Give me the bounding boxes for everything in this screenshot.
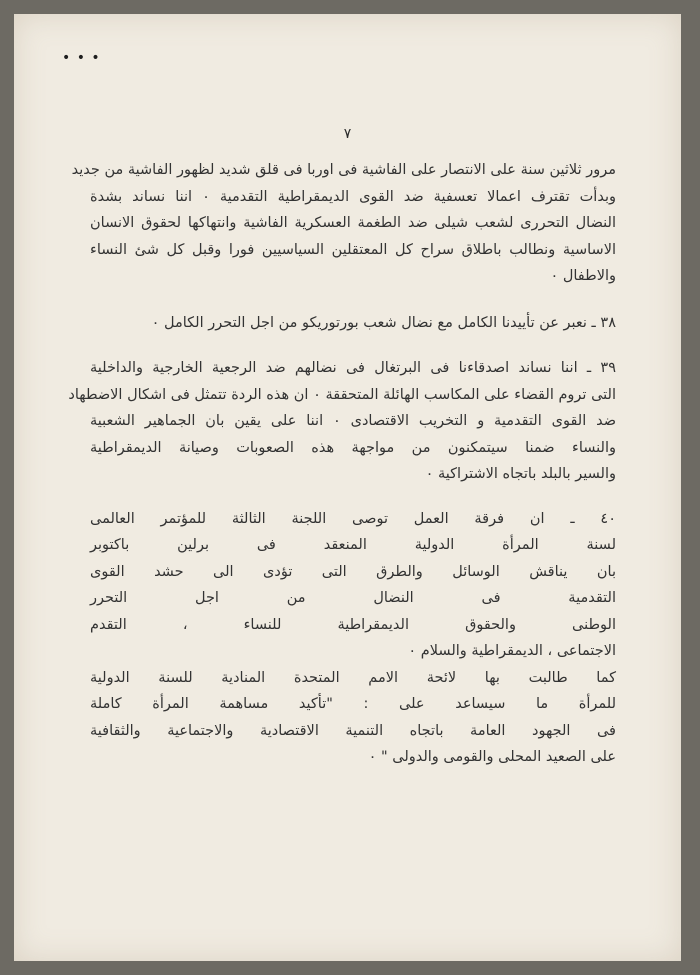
text-line: للمرأة ما سيساعد على : "تأكيد مساهمة المرأة كاملة	[90, 696, 616, 712]
text-line: الاجتماعى ، الديمقراطية والسلام ٠	[408, 643, 616, 659]
edge-marks: • • •	[62, 50, 101, 66]
text-line: على الصعيد المحلى والقومى والدولى " ٠	[368, 749, 616, 765]
paragraph-39	[68, 355, 617, 488]
paragraph-38	[90, 310, 616, 337]
text-line: لسنة المرأة الدولية المنعقد فى برلين باكتوبر	[90, 537, 616, 553]
text-line: والسير بالبلد باتجاه الاشتراكية ٠	[425, 466, 616, 482]
text-line: الاساسية ونطالب باطلاق سراح كل المعتقلين السياسيين فورا وقبل كل شئ النساء	[90, 241, 616, 258]
text-line: ٣٨ ـ نعبر عن تأييدنا الكامل مع نضال شعب بورتوريكو من اجل التحرر الكامل ٠	[151, 314, 616, 331]
document-body	[68, 157, 617, 771]
document-page	[14, 14, 681, 961]
text-line: والنساء ضمنا سيتمكنون من مواجهة هذه الصعوبات وصيانة الديمقراطية	[90, 439, 616, 456]
text-line: مرور ثلاثين سنة على الانتصار على الفاشية فى اوربا فى قلق شديد لظهور الفاشية من جديد	[71, 162, 616, 178]
text-line: بان يناقش الوسائل والطرق التى تؤدى الى حشد القوى	[90, 563, 616, 580]
text-line: والاطفال ٠	[550, 268, 616, 284]
text-line: الوطنى والحقوق الديمقراطية للنساء ، التقدم	[90, 616, 616, 633]
text-line: التى تروم القضاء على المكاسب الهائلة المتحققة ٠ ان هذه الردة تتمثل فى اشكال الاضطهاد	[68, 386, 616, 403]
text-line: كما طالبت بها لائحة الامم المتحدة المنادية للسنة الدولية	[90, 669, 616, 686]
text-line: ضد القوى التقدمية و التخريب الاقتصادى ٠ اننا على يقين بان الجماهير الشعبية	[90, 413, 617, 429]
paragraph-40	[90, 506, 616, 771]
text-line: التقدمية فى النضال من اجل التحرر	[90, 590, 616, 606]
page-number: ٧	[343, 126, 352, 142]
text-line: ٣٩ ـ اننا نساند اصدقاءنا فى البرتغال فى نضالهم ضد الرجعية الخارجية والداخلية	[90, 360, 616, 376]
text-line: فى الجهود العامة باتجاه التنمية الاقتصادية والاجتماعية والثقافية	[90, 722, 616, 739]
text-line: النضال التحررى لشعب شيلى ضد الطغمة العسكرية الفاشية وانتهاكها لحقوق الانسان	[90, 215, 616, 231]
text-line: ٤٠ ـ ان فرقة العمل توصى اللجنة الثالثة للمؤتمر العالمى	[90, 510, 616, 527]
paragraph-37-continued	[71, 157, 616, 290]
text-line: وبدأت تقترف اعمالا تعسفية ضد القوى الديمقراطية التقدمية ٠ اننا نساند بشدة	[90, 188, 616, 205]
